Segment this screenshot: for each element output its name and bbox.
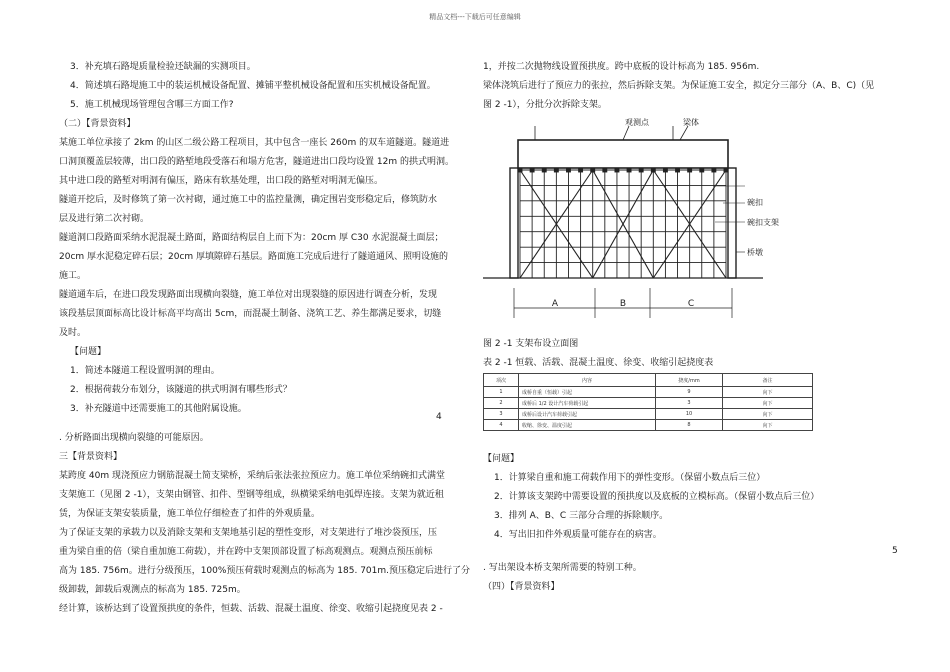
table-row <box>484 387 813 398</box>
text-line: 3．补充隧道中还需要施工的其他附属设施。 <box>70 404 247 414</box>
text-line: 梁体浇筑后进行了预应力的张拉，然后拆除支架。为保证施工安全，拟定分三部分（A、B、C)（见 <box>483 81 875 91</box>
wankou-joint <box>651 168 655 172</box>
text-line: 2．计算该支架跨中需要设置的预拱度以及底板的立模标高。（保留小数点后三位） <box>494 492 820 502</box>
table-caption: 表 2 -1 恒载、活载、混凝土温度、徐变、收缩引起挠度表 <box>483 358 714 368</box>
left-column-top <box>59 58 454 419</box>
table-cell: 1 <box>484 387 519 398</box>
wankou-joint <box>566 168 570 172</box>
support-elevation-figure <box>483 118 779 333</box>
text-line: 某跨度 40m 现浇预应力钢筋混凝土简支梁桥，采纳后张法张拉预应力。施工单位采纳碗扣式满堂 <box>59 471 445 481</box>
table-cell: 向下 <box>723 420 813 431</box>
text-line: 2．根据荷载分布划分，该隧道的拱式明洞有哪些形式？ <box>70 385 292 395</box>
table-header-cell: 内容 <box>519 374 656 387</box>
table-cell: 3 <box>484 409 519 420</box>
text-line: 为了保证支架的承载力以及消除支架和支架地基引起的塑性变形，对支架进行了堆沙袋预压，压 <box>59 528 438 538</box>
right-column-top <box>483 58 874 115</box>
table-cell: 收缩、徐变、温度引起 <box>519 420 656 431</box>
wankou-label: 碗扣 <box>747 198 763 207</box>
text-line: 三【背景资料】 <box>59 452 123 462</box>
text-line: . 写出架设本桥支架所需要的特别工种。 <box>483 563 642 573</box>
table-cell: 成桥后 1/2 设计汽车荷载引起 <box>519 398 656 409</box>
text-line: 施工。 <box>59 271 87 281</box>
left-column-bottom <box>59 429 470 619</box>
table-cell: 2 <box>484 398 519 409</box>
text-line: 其中进口段的路堑对明洞有偏压，路床有软基处理，出口段的路堑对明洞无偏压。 <box>59 176 384 186</box>
table-cell: 向下 <box>723 409 813 420</box>
wankou-support-label: 碗扣支架 <box>747 218 779 227</box>
wankou-joint <box>688 168 692 172</box>
text-line: 口洞顶覆盖层较薄，出口段的路堑地段受落石和塌方危害，隧道进出口段均设置 12m 的拱式明洞。 <box>59 157 454 167</box>
text-line: （二）【背景资料】 <box>59 119 136 129</box>
text-line: （四）【背景资料】 <box>483 582 560 592</box>
text-line: 该段基层顶面标高比设计标高平均高出 5cm，而混凝土制备、浇筑工艺、养生都满足要求，切缝 <box>59 309 442 319</box>
table-cell: 8 <box>656 420 723 431</box>
deflection-table <box>483 373 813 431</box>
text-line: 1．计算梁自重和施工荷载作用下的弹性变形。（保留小数点后三位） <box>494 473 766 483</box>
text-line: 重为梁自重的倍（梁自重加施工荷载），并在跨中支架顶部设置了标高观测点。观测点预压前标 <box>59 547 433 557</box>
text-line: 某施工单位承接了 2km 的山区二级公路工程项目，其中包含一座长 260m 的双车道隧道。隧道进 <box>59 138 450 148</box>
right-column-end <box>483 559 642 597</box>
text-line: 图 2 -1），分批分次拆除支架。 <box>483 100 607 110</box>
figure-caption: 图 2 -1 支架布设立面图 <box>483 339 579 349</box>
page-number-left: 4 <box>436 412 442 422</box>
page-number-right: 5 <box>892 546 898 556</box>
wankou-joint <box>518 168 522 172</box>
text-line: 支架施工（见图 2 -1），支架由钢管、扣件、型钢等组成，纵横梁采纳电弧焊连接。支架为就近租 <box>59 490 444 500</box>
text-line: 3．补充填石路堤质量检验还缺漏的实测项目。 <box>70 62 256 72</box>
table-cell: 向下 <box>723 398 813 409</box>
table-cell: 成桥自重（恒载）引起 <box>519 387 656 398</box>
wankou-joint <box>700 168 704 172</box>
observation-point-label: 观测点 <box>625 118 649 127</box>
text-line: 经计算，该桥达到了设置预拱度的条件，恒载、活载、混凝土温度、徐变、收缩引起挠度见表 2 - <box>59 604 443 614</box>
table-row <box>484 409 813 420</box>
text-line: 隧道开挖后，及时修筑了第一次衬砌，通过施工中的监控量测，确定围岩变形稳定后，修筑防水 <box>59 195 438 205</box>
wankou-joint <box>615 168 619 172</box>
wankou-joint <box>639 168 643 172</box>
text-line: 20cm 厚水泥稳定碎石层；20cm 厚填隙碎石基层。路面施工完成后进行了隧道通风、照明设施的 <box>59 252 449 262</box>
text-line: 及时。 <box>59 328 87 338</box>
text-line: . 分析路面出现横向裂缝的可能原因。 <box>59 433 209 443</box>
table-header-cell: 挠度/mm <box>656 374 723 387</box>
pier-left <box>510 168 518 278</box>
text-line: 4．写出旧扣件外观质量可能存在的病害。 <box>494 530 662 540</box>
text-line: 【问题】 <box>483 454 520 464</box>
text-line: 隧道通车后，在进口段发现路面出现横向裂缝，施工单位对出现裂缝的原因进行调查分析，发现 <box>59 290 438 300</box>
text-line: 3．排列 A、B、C 三部分合理的拆除顺序。 <box>494 511 669 521</box>
wankou-joint <box>554 168 558 172</box>
wankou-joint <box>724 168 728 172</box>
wankou-joint <box>591 168 595 172</box>
table-cell: 成桥后设计汽车荷载引起 <box>519 409 656 420</box>
wankou-joint <box>603 168 607 172</box>
pier-label: 桥墩 <box>747 248 763 257</box>
text-line: 隧道洞口段路面采纳水泥混凝土路面，路面结构层自上而下为：20cm 厚 C30 水泥混凝土面层； <box>59 233 444 243</box>
wankou-joint <box>663 168 667 172</box>
table-header-cell: 备注 <box>723 374 813 387</box>
table-row <box>484 398 813 409</box>
section-b-label: B <box>619 299 627 309</box>
text-line: 1．简述本隧道工程设置明洞的理由。 <box>70 366 220 376</box>
table-header-row <box>484 374 813 387</box>
text-line: 4．简述填石路堤施工中的装运机械设备配置、摊铺平整机械设备配置和压实机械设备配置。 <box>70 81 436 91</box>
beam-label: 梁体 <box>683 118 699 127</box>
wankou-joint <box>712 168 716 172</box>
wankou-joint <box>579 168 583 172</box>
table-row <box>484 420 813 431</box>
section-a-label: A <box>551 299 559 309</box>
text-line: 赁，为保证支架安装质量，施工单位仔细检查了扣件的外观质量。 <box>59 509 321 519</box>
table-cell: 4 <box>484 420 519 431</box>
text-line: 1，并按二次抛物线设置预拱度。跨中底板的设计标高为 185. 956m. <box>483 62 760 72</box>
text-line: 【问题】 <box>70 347 107 357</box>
section-c-label: C <box>687 299 695 309</box>
page-header: 精品文档---下载后可任意编辑 <box>429 13 521 21</box>
text-line: 层及进行第二次衬砌。 <box>59 214 150 224</box>
table-header-cell: 项次 <box>484 374 519 387</box>
table-cell: 10 <box>656 409 723 420</box>
right-questions <box>483 450 819 545</box>
table-cell: 9 <box>656 387 723 398</box>
wankou-joint <box>627 168 631 172</box>
wankou-joint <box>530 168 534 172</box>
wankou-joint <box>542 168 546 172</box>
pier-right <box>728 168 736 278</box>
text-line: 高为 185. 756m。进行分级预压，100%预压荷载时观测点的标高为 185. 701m.预压稳定后进行了分 <box>59 566 471 576</box>
text-line: 5．施工机械现场管理包含哪三方面工作? <box>70 100 234 110</box>
table-cell: 向下 <box>723 387 813 398</box>
table-cell: 3 <box>656 398 723 409</box>
text-line: 级卸载，卸载后观测点的标高为 185. 725m。 <box>59 585 246 595</box>
beam-body <box>518 140 728 168</box>
wankou-joint <box>676 168 680 172</box>
